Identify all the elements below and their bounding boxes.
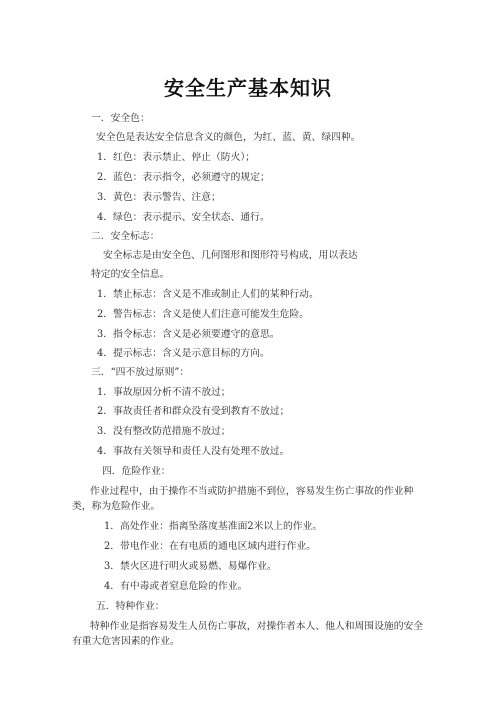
list-item: 4．事故有关领导和责任人没有处理不放过。 — [97, 446, 290, 457]
section-heading: 一．安全色： — [91, 113, 150, 124]
section-text: 特定的安全信息。 — [91, 269, 170, 280]
section-text: 安全标志是由安全色、几何图形和图形符号构成，用以表达 — [103, 250, 358, 261]
section-heading: 三．“四不放过原则”： — [91, 367, 190, 378]
section-paragraph: 特种作业是指容易发生人员伤亡事故，对操作者本人、他人和周围设施的安全有重大危害因素的作业。 — [72, 621, 424, 647]
section-text: 安全色是表达安全信息含义的颜色，为红、蓝、黄、绿四种。 — [96, 132, 361, 143]
list-item: 4．提示标志：含义是示意目标的方向。 — [97, 348, 270, 359]
list-item: 3．没有整改防范措施不放过； — [97, 426, 231, 437]
list-item: 3．指令标志：含义是必须要遵守的意思。 — [97, 329, 280, 340]
section-paragraph: 作业过程中，由于操作不当或防护措施不到位，容易发生伤亡事故的作业种类，称为危险作业。 — [72, 486, 414, 512]
page-title: 安全生产基本知识 — [164, 76, 332, 100]
list-item: 2．警告标志：含义是使人们注意可能发生危险。 — [97, 309, 309, 320]
list-item: 1．高处作业：指离坠落度基准面2米以上的作业。 — [104, 521, 323, 532]
list-item: 1．红色：表示禁止、停止（防火）； — [97, 152, 256, 163]
list-item: 2．事故责任者和群众没有受到教育不放过； — [97, 406, 290, 417]
list-item: 3．黄色：表示警告、注意； — [97, 192, 221, 203]
section-heading: 四．危险作业： — [102, 466, 171, 477]
section-heading: 五．特种作业： — [96, 601, 165, 612]
list-item: 1．事故原因分析不清不放过； — [97, 387, 231, 398]
section-heading: 二．安全标志： — [91, 231, 160, 242]
list-item: 3．禁火区进行明火或易燃、易爆作业。 — [104, 561, 277, 572]
list-item: 2．带电作业：在有电质的通电区域内进行作业。 — [104, 541, 316, 552]
list-item: 4．绿色：表示提示、安全状态、通行。 — [97, 212, 270, 223]
list-item: 2．蓝色：表示指令，必须遵守的规定； — [97, 172, 270, 183]
list-item: 1．禁止标志：含义是不准或制止人们的某种行动。 — [97, 289, 319, 300]
list-item: 4．有中毒或者窒息危险的作业。 — [104, 581, 248, 592]
